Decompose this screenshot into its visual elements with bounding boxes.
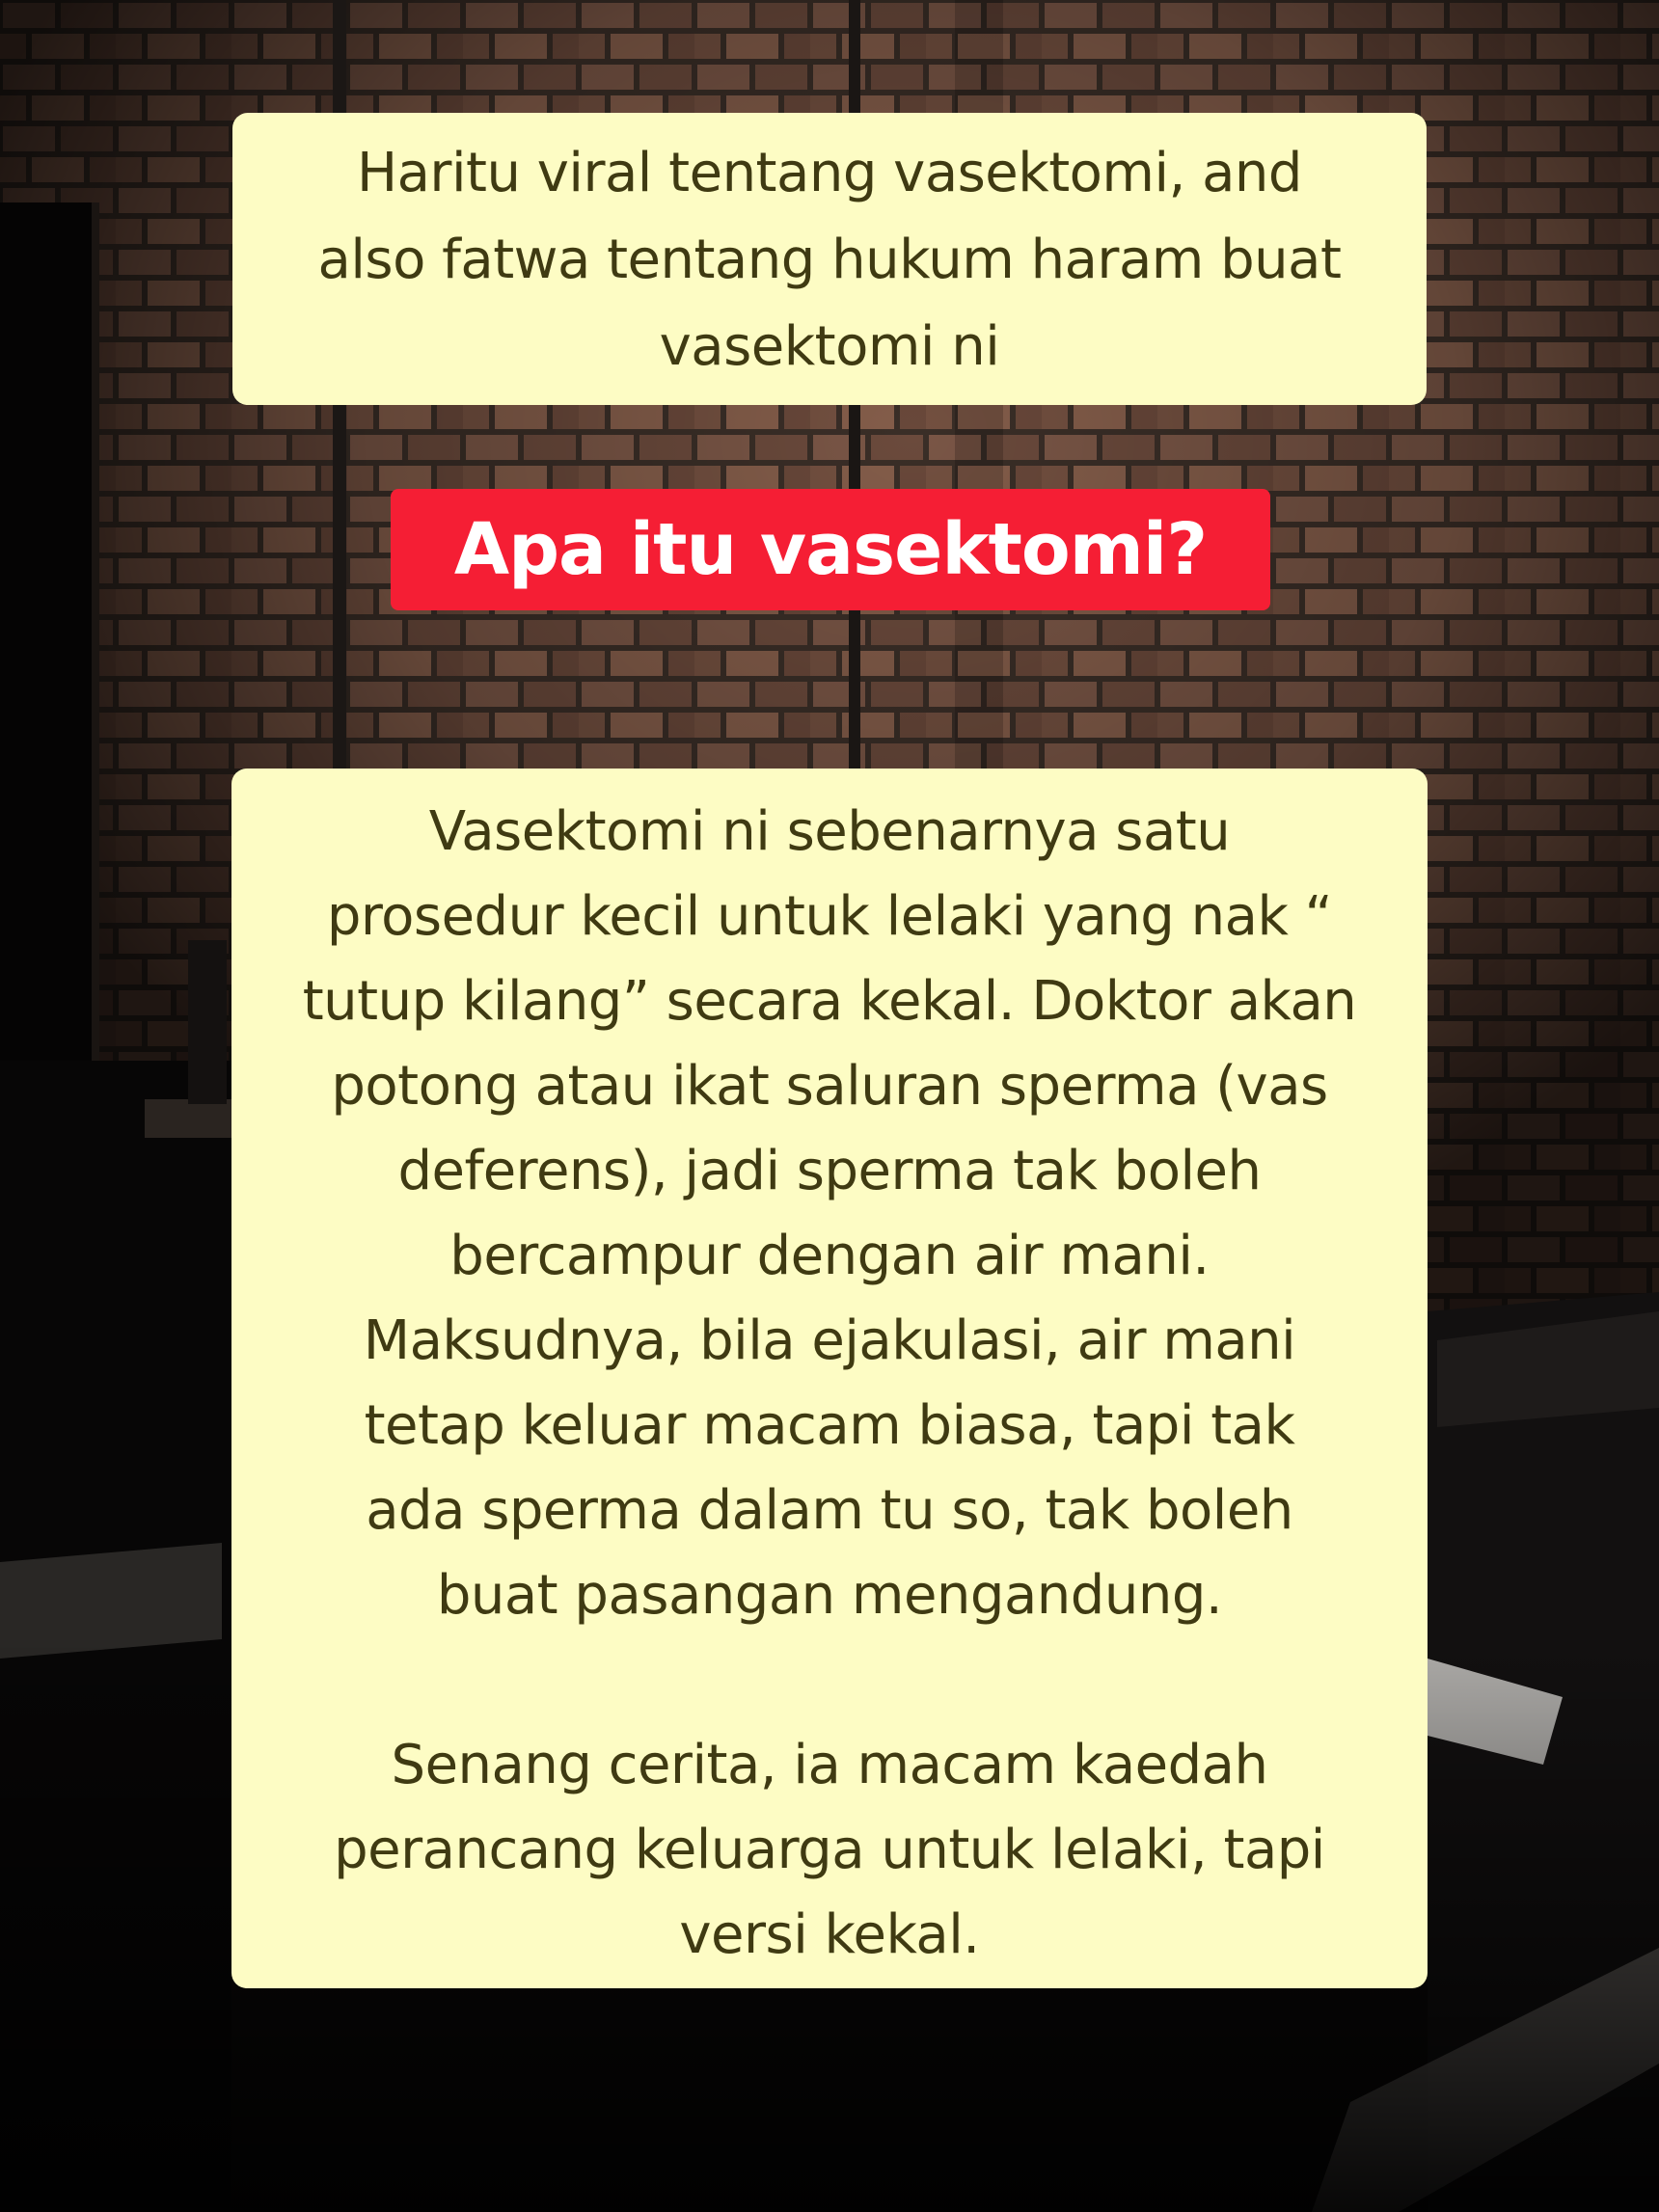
explanation-line: ada sperma dalam tu so, tak boleh (366, 1479, 1293, 1542)
explanation-note-box (231, 769, 1428, 1988)
explanation-line: tetap keluar macam biasa, tapi tak (364, 1394, 1295, 1457)
paragraph-spacer (255, 1638, 1404, 1723)
intro-line-1: Haritu viral tentang vasektomi, and (357, 142, 1302, 204)
explanation-line: deferens), jadi sperma tak boleh (397, 1140, 1262, 1202)
explanation-line: Vasektomi ni sebenarnya satu (428, 800, 1231, 863)
explanation-line: prosedur kecil untuk lelaki yang nak “ (326, 885, 1333, 948)
explanation-paragraph-1 (255, 790, 1404, 1638)
summary-line: versi kekal. (679, 1903, 980, 1966)
title-banner: Apa itu vasektomi? (391, 489, 1270, 610)
explanation-paragraph-2 (255, 1723, 1404, 1978)
explanation-line: tutup kilang” secara kekal. Doktor akan (302, 970, 1357, 1033)
summary-line: perancang keluarga untuk lelaki, tapi (334, 1819, 1325, 1881)
intro-line-2: also fatwa tentang hukum haram buat (317, 229, 1342, 291)
explanation-line: potong atau ikat saluran sperma (vas (331, 1055, 1328, 1118)
summary-line: Senang cerita, ia macam kaedah (391, 1734, 1268, 1796)
intro-line-3: vasektomi ni (659, 315, 1000, 378)
explanation-line: bercampur dengan air mani. (449, 1225, 1210, 1287)
explanation-line: buat pasangan mengandung. (436, 1564, 1223, 1627)
explanation-line: Maksudnya, bila ejakulasi, air mani (363, 1309, 1296, 1372)
intro-note-box (232, 113, 1427, 405)
